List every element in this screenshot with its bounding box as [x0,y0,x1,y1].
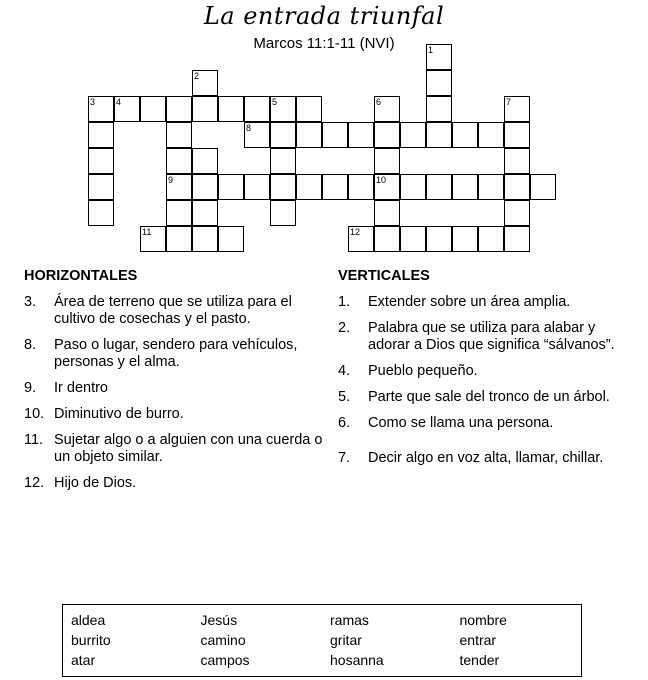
crossword-cell[interactable] [88,174,114,200]
crossword-cell[interactable] [192,226,218,252]
crossword-cell[interactable] [452,226,478,252]
crossword-cell[interactable] [452,174,478,200]
clue-text: Diminutivo de burro. [54,406,184,422]
crossword-cell[interactable] [244,174,270,200]
crossword-cell[interactable] [296,122,322,148]
clue-number: 8. [24,337,37,353]
crossword-cell-number: 4 [116,97,122,107]
clue-number: 9. [24,380,37,396]
crossword-cell[interactable] [374,148,400,174]
crossword-cell[interactable] [192,70,218,96]
clue-across-12 [24,475,324,492]
crossword-cell[interactable] [166,122,192,148]
clue-text: Decir algo en voz alta, llamar, chillar. [368,450,604,466]
crossword-cell[interactable] [426,226,452,252]
clue-text: Extender sobre un área amplia. [368,294,571,310]
clue-across-8 [24,337,324,371]
crossword-cell[interactable] [400,122,426,148]
crossword-cell[interactable] [348,122,374,148]
crossword-cell[interactable] [166,174,192,200]
crossword-cell[interactable] [270,174,296,200]
clue-number: 11. [24,432,44,448]
crossword-cell[interactable] [426,44,452,70]
crossword-cell[interactable] [192,96,218,122]
clue-text: Parte que sale del tronco de un árbol. [368,389,610,405]
clue-text: Paso o lugar, sendero para vehículos, personas y el alma. [54,337,298,370]
clue-number: 5. [338,389,351,405]
crossword-cell[interactable] [504,200,530,226]
crossword-cell-number: 5 [272,97,278,107]
crossword-cell[interactable] [270,148,296,174]
crossword-cell[interactable] [478,226,504,252]
crossword-cell-number: 2 [194,71,200,81]
page-title: La entrada triunfal [203,2,445,30]
crossword-cell[interactable] [504,174,530,200]
clue-number: 1. [338,294,351,310]
word-bank-cell: nombre [459,612,507,628]
down-clues-column [338,268,638,476]
crossword-cell[interactable] [166,148,192,174]
crossword-cell[interactable] [88,200,114,226]
crossword-cell[interactable] [270,200,296,226]
crossword-cell[interactable] [192,200,218,226]
crossword-cell[interactable] [218,96,244,122]
clue-across-9 [24,380,324,397]
across-clues-column [24,268,324,501]
crossword-cell[interactable] [426,96,452,122]
crossword-cell[interactable] [504,226,530,252]
crossword-cell[interactable] [166,226,192,252]
crossword-cell[interactable] [270,96,296,122]
clue-down-7 [338,450,638,467]
crossword-cell[interactable] [244,122,270,148]
clue-down-4 [338,363,638,380]
word-bank-cell: atar [71,652,96,668]
crossword-cell[interactable] [192,148,218,174]
crossword-cell-number: 6 [376,97,382,107]
word-bank [62,604,582,677]
clue-text: Palabra que se utiliza para alabar y adorar a Dios que significa “sálvanos”. [368,320,615,353]
word-bank-cell: gritar [330,632,362,648]
crossword-cell[interactable] [140,96,166,122]
word-bank-cell: aldea [71,612,106,628]
crossword-cell[interactable] [270,122,296,148]
clue-number: 7. [338,450,351,466]
crossword-cell[interactable] [452,122,478,148]
crossword-cell-number: 9 [168,175,174,185]
word-bank-table [63,610,581,670]
crossword-cell[interactable] [322,174,348,200]
word-bank-cell: camino [200,632,246,648]
crossword-cell[interactable] [504,148,530,174]
clue-number: 4. [338,363,351,379]
crossword-cell-number: 1 [428,45,434,55]
clue-text: Área de terreno que se utiliza para el cultivo de cosechas y el pasto. [54,294,292,327]
clue-down-2 [338,320,638,354]
down-heading: VERTICALES [338,268,430,284]
crossword-cell[interactable] [478,174,504,200]
clue-text: Como se llama una persona. [368,415,554,431]
table-row [63,630,581,650]
crossword-cell[interactable] [504,122,530,148]
word-bank-cell: Jesús [200,612,238,628]
clue-across-11 [24,432,324,466]
crossword-cell[interactable] [426,174,452,200]
crossword-cell[interactable] [322,122,348,148]
crossword-cell-number: 10 [376,175,387,185]
word-bank-cell: hosanna [330,652,384,668]
clue-down-6 [338,415,638,432]
crossword-cell[interactable] [140,226,166,252]
crossword-cell[interactable] [218,226,244,252]
clue-text: Hijo de Dios. [54,475,137,491]
crossword-cell[interactable] [114,96,140,122]
clue-number: 6. [338,415,351,431]
crossword-cell[interactable] [478,122,504,148]
crossword-grid [62,44,582,256]
crossword-cell[interactable] [400,226,426,252]
crossword-cell[interactable] [374,122,400,148]
crossword-cell[interactable] [374,174,400,200]
word-bank-cell: tender [459,652,500,668]
crossword-cell[interactable] [166,200,192,226]
crossword-cell[interactable] [348,174,374,200]
clue-down-5 [338,389,638,406]
clue-number: 3. [24,294,37,310]
clue-text: Pueblo pequeño. [368,363,478,379]
crossword-cell-number: 12 [350,227,361,237]
across-heading: HORIZONTALES [24,268,138,284]
crossword-cell[interactable] [296,174,322,200]
crossword-cell[interactable] [374,226,400,252]
crossword-cell[interactable] [88,122,114,148]
crossword-cell[interactable] [296,96,322,122]
crossword-cell[interactable] [166,96,192,122]
crossword-cell[interactable] [244,96,270,122]
clue-across-3 [24,294,324,328]
crossword-cell[interactable] [88,148,114,174]
clue-text: Sujetar algo o a alguien con una cuerda o un objeto similar. [54,432,323,465]
crossword-cell-number: 7 [506,97,512,107]
word-bank-cell: ramas [330,612,369,628]
crossword-cell[interactable] [530,174,556,200]
crossword-cell[interactable] [374,96,400,122]
crossword-cell[interactable] [88,96,114,122]
clue-text: Ir dentro [54,380,108,396]
crossword-cell[interactable] [192,174,218,200]
clue-down-1 [338,294,638,311]
table-row [63,610,581,630]
clue-number: 12. [24,475,45,491]
clue-number: 10. [24,406,45,422]
crossword-cell[interactable] [504,96,530,122]
crossword-cell-number: 3 [90,97,96,107]
word-bank-cell: burrito [71,632,111,648]
word-bank-cell: entrar [459,632,497,648]
crossword-cell-number: 8 [246,123,252,133]
clue-across-10 [24,406,324,423]
crossword-cell-number: 11 [142,227,152,237]
table-row [63,650,581,670]
crossword-cell[interactable] [426,122,452,148]
crossword-cell[interactable] [426,70,452,96]
word-bank-cell: campos [200,652,250,668]
page-subtitle: Marcos 11:1-11 (NVI) [253,35,395,52]
clue-number: 2. [338,320,351,336]
crossword-cell[interactable] [218,174,244,200]
crossword-cell[interactable] [400,174,426,200]
crossword-cell[interactable] [374,200,400,226]
crossword-cell[interactable] [348,226,374,252]
